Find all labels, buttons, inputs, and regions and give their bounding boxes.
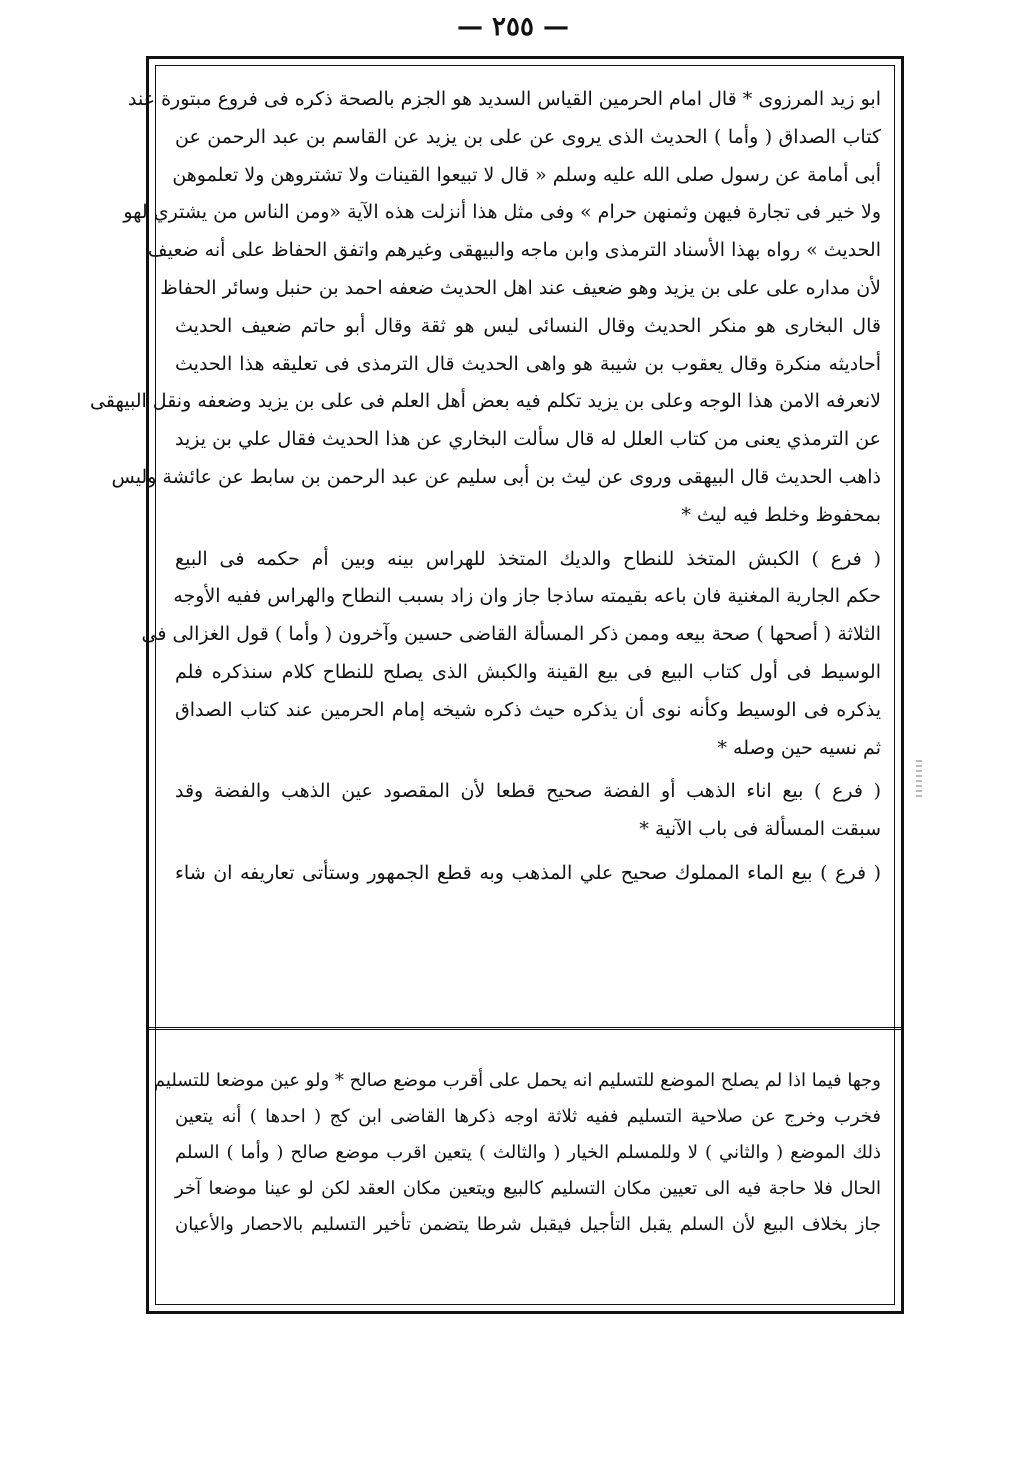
text-line: ثم نسيه حين وصله * xyxy=(717,736,881,759)
section-divider xyxy=(149,1027,901,1030)
text-line: ذاهب الحديث قال البيهقى وروى عن ليث بن أبى سليم عن عبد الرحمن بن سابط عن عائشة وليس xyxy=(111,465,881,488)
text-line: لانعرفه الامن هذا الوجه وعلى بن يزيد تكلم فيه بعض أهل العلم فى على بن يزيد وضعفه ونقل البيهقى xyxy=(90,390,881,413)
text-line: يذكره فى الوسيط وكأنه نوى أن يذكره حيث ذكره شيخه إمام الحرمين عند كتاب الصداق xyxy=(175,698,881,721)
footnote-line: الحال فلا حاجة فيه الى تعيين مكان التسليم كالبيع ويتعين مكان العقد لكن لو عينا موضعا آخر xyxy=(175,1178,881,1199)
text-line: ( فرع ) بيع الماء المملوك صحيح علي المذهب وبه قطع الجمهور وستأتى تعاريفه ان شاء xyxy=(175,861,881,884)
footnote-line: جاز بخلاف البيع لأن السلم يقبل التأجيل فيقبل شرطا يتضمن تأخير التسليم بالاحصار والأعيان xyxy=(175,1214,881,1235)
text-line: بمحفوظ وخلط فيه ليث * xyxy=(681,503,881,526)
text-frame xyxy=(90,56,904,1314)
text-line: كتاب الصداق ( وأما ) الحديث الذى يروى عن على بن يزيد عن القاسم بن عبد الرحمن عن xyxy=(175,125,881,148)
footnote-line: فخرب وخرج عن صلاحية التسليم ففيه ثلاثة اوجه ذكرها القاضى ابن كج ( احدها ) أنه يتعين xyxy=(175,1106,881,1127)
text-line: حكم الجارية المغنية فان باعه بقيمته ساذجا جاز وان زاد بسبب النطاح والهراس ففيه الأوجه xyxy=(173,585,881,608)
footnote-line: ذلك الموضع ( والثاني ) لا وللمسلم الخيار ( والثالث ) يتعين اقرب موضع صالح ( وأما ) السلم xyxy=(175,1142,881,1163)
text-line: سبقت المسألة فى باب الآنية * xyxy=(639,818,881,841)
text-line: ( فرع ) بيع اناء الذهب أو الفضة صحيح قطعا لأن المقصود عين الذهب والفضة وقد xyxy=(175,780,881,803)
text-line: قال البخارى هو منكر الحديث وقال النسائى ليس هو ثقة وقال أبو حاتم ضعيف الحديث xyxy=(175,314,881,337)
text-line: ابو زيد المرزوى * قال امام الحرمين القياس السديد هو الجزم بالصحة ذكره فى فروع مبتورة عند xyxy=(127,88,881,110)
text-line: لأن مداره على على بن يزيد وهو ضعيف عند اهل الحديث ضعفه احمد بن حنبل وسائر الحفاظ xyxy=(160,276,881,299)
text-line: الحديث » رواه بهذا الأسناد الترمذى وابن ماجه والبيهقى وغيرهم واتفق الحفاظ على أنه ضعيف xyxy=(147,239,881,262)
text-line: أبى أمامة عن رسول صلى الله عليه وسلم « قال لا تبيعوا القينات ولا تشتروهن ولا تعلموهن xyxy=(172,163,881,186)
footnote-text xyxy=(153,1063,881,1243)
page-number: — ٢٥٥ — xyxy=(456,12,570,42)
text-line: الوسيط فى أول كتاب البيع فى بيع القينة والكبش الذى يصلح للنطاح كلام سنذكره فلم xyxy=(175,660,881,683)
scan-edge-mark xyxy=(916,760,922,800)
footnote-line: وجها فيما اذا لم يصلح الموضع للتسليم انه يحمل على أقرب موضع صالح * ولو عين موضعا للتسليم xyxy=(153,1070,881,1091)
main-text xyxy=(90,81,881,893)
text-line: الثلاثة ( أصحها ) صحة بيعه وممن ذكر المسألة القاضى حسين وآخرون ( وأما ) قول الغزالى فى xyxy=(141,623,881,646)
text-line: ولا خير فى تجارة فيهن وثمنهن حرام » وفى مثل هذا أنزلت هذه الآية «ومن الناس من يشتري لهو xyxy=(123,201,881,224)
text-line: ( فرع ) الكبش المتخذ للنطاح والديك المتخذ للهراس بينه وبين أم حكمه فى البيع xyxy=(175,547,881,570)
text-line: أحاديثه منكرة وقال يعقوب بن شيبة هو واهى الحديث قال الترمذى فى تعليقه هذا الحديث xyxy=(175,352,881,375)
text-line: عن الترمذي يعنى من كتاب العلل له قال سألت البخاري عن هذا الحديث فقال علي بن يزيد xyxy=(175,428,881,451)
